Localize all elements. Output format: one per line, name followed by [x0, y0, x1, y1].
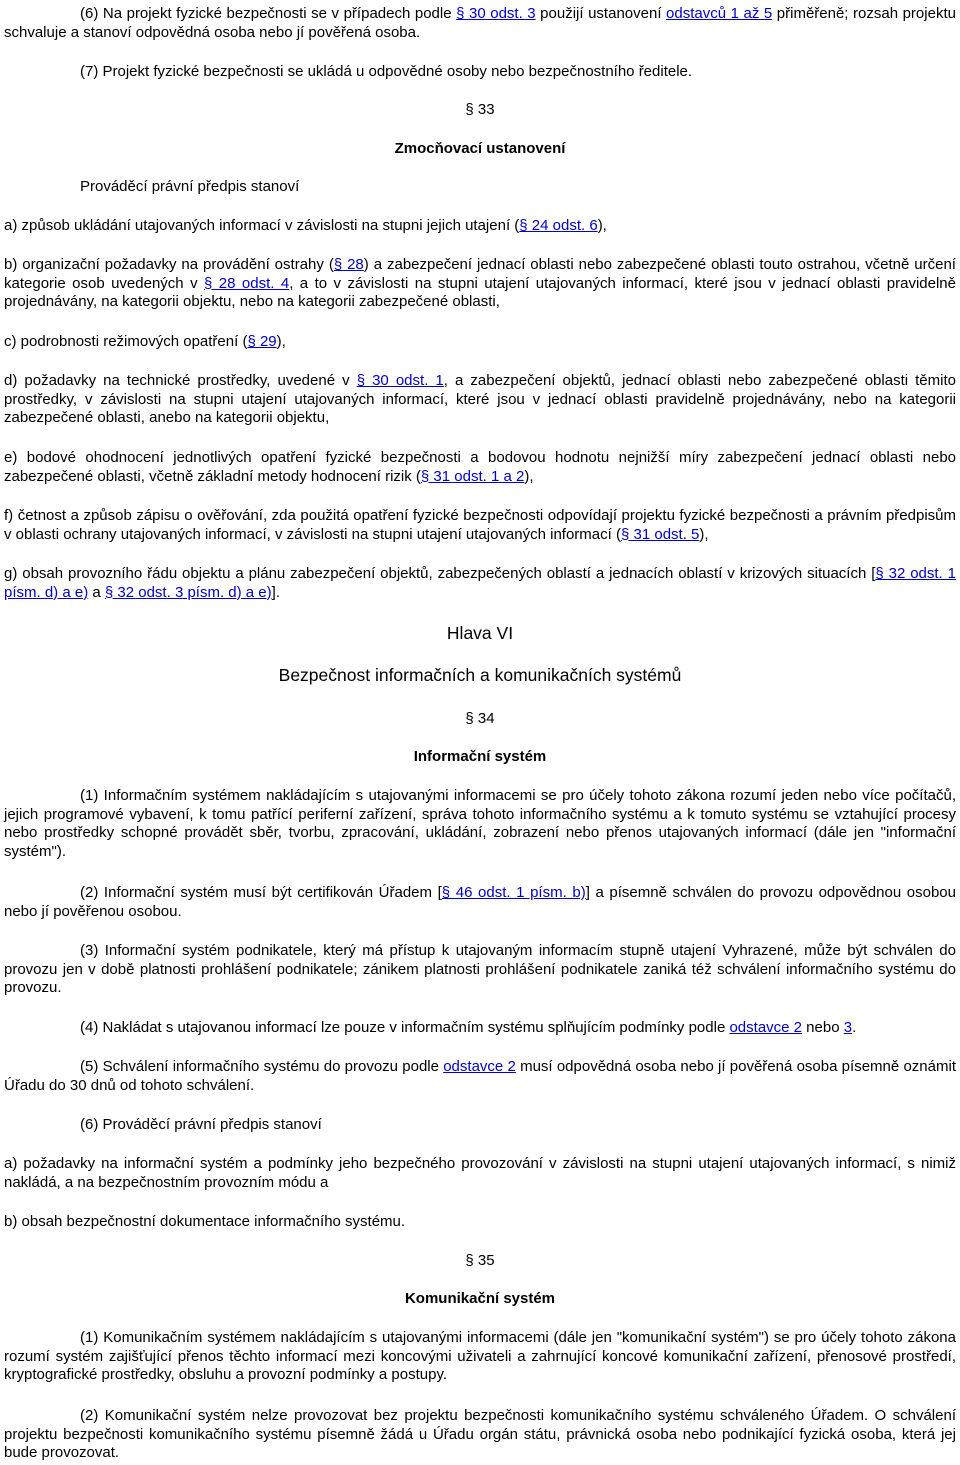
section-35-title: Komunikační systém [404, 1290, 556, 1307]
hlava-title: Bezpečnost informačních a komunikačních systémů [278, 665, 682, 685]
s35-paragraph-1: (1) Komunikačním systémem nakládajícím s utajovanými informacemi (dále jen "komunikační systém") se pro účely tohoto zákona rozumí systém zajišťující přenos těchto informací mezi koncovými uživateli a zahrnující koncové komunikační zařízení, přenosové prostředí, kryptografické prostředky, obsluhu a provozní podmínky a postupy. [4, 1329, 956, 1383]
link-odstavce-2[interactable]: odstavce 2 [729, 1019, 803, 1036]
link-odstavcu-1-5[interactable]: odstavců 1 až 5 [666, 5, 773, 22]
link-odstavce-2b[interactable]: odstavce 2 [443, 1058, 516, 1075]
paragraph-7: (7) Projekt fyzické bezpečnosti se ukládá u odpovědné osoby nebo bezpečnostního ředitele. [80, 63, 693, 80]
link-24-6[interactable]: § 24 odst. 6 [519, 217, 598, 234]
s34-paragraph-2: (2) Informační systém musí být certifikován Úřadem [§ 46 odst. 1 písm. b)] a písemně schválen do provozu odpovědnou osobou nebo jí pověřenou osobou. [4, 884, 956, 920]
link-46-1-b[interactable]: § 46 odst. 1 písm. b) [441, 884, 586, 901]
link-32-1-de[interactable]: § 32 odst. 1 písm. d) a e) [4, 565, 956, 601]
s34-paragraph-4: (4) Nakládat s utajovanou informací lze pouze v informačním systému splňujícím podmínky podle odstavce 2 nebo 3. [80, 1019, 857, 1036]
item-b: b) organizační požadavky na provádění ostrahy (§ 28) a zabezpečení jednací oblasti nebo zabezpečené oblasti touto ostrahou, včetně určení kategorie osob uvedených v § 28 odst. 4, a to v závislosti na stupni utajení utajovaných informací, které jsou v jednací oblasti pravidelně projednávány, na kategorii objektu, nebo na kategorii zabezpečené oblasti, [4, 256, 956, 310]
s34-item-b: b) obsah bezpečnostní dokumentace informačního systému. [4, 1213, 406, 1230]
link-30-1[interactable]: § 30 odst. 1 [356, 372, 444, 389]
s35-paragraph-2: (2) Komunikační systém nelze provozovat bez projektu bezpečnosti komunikačního systému schváleného Úřadem. O schválení projektu bezpečnosti komunikačního systému písemně žádá u Úřadu orgán státu, právnická osoba nebo podnikající fyzická osoba, která jej bude provozovat. [4, 1407, 956, 1461]
section-33-title: Zmocňovací ustanovení [394, 140, 566, 157]
section-33-number: § 33 [465, 101, 495, 118]
s34-paragraph-3: (3) Informační systém podnikatele, který má přístup k utajovaným informacím stupně utajení Vyhrazené, může být schválen do provozu jen v době platnosti prohlášení podnikatele; zánikem platnosti prohlášení podnikatele zaniká též schválení informačního systému do provozu. [4, 942, 956, 996]
item-c: c) podrobnosti režimových opatření (§ 29), [4, 333, 286, 350]
link-32-3-de[interactable]: § 32 odst. 3 písm. d) a e) [104, 583, 272, 601]
s34-paragraph-6: (6) Prováděcí právní předpis stanoví [80, 1116, 322, 1133]
intro-prováděcí: Prováděcí právní předpis stanoví [80, 178, 300, 195]
s34-paragraph-1: (1) Informačním systémem nakládajícím s utajovanými informacemi se pro účely tohoto zákona rozumí jeden nebo více počítačů, jejich programové vybavení, k tomu patřící periferní zařízení, správa tohoto informačního systému a k tomuto systému se vztahující procesy nebo prostředky schopné provádět sběr, tvorbu, zpracování, ukládání, zobrazení nebo přenos utajovaných informací (dále jen "informační systém"). [4, 787, 956, 860]
item-g: g) obsah provozního řádu objektu a plánu zabezpečení objektů, zabezpečených oblastí a jednacích oblastí v krizových situacích [§ 32 odst. 1 písm. d) a e) a § 32 odst. 3 písm. d) a e)]. [4, 565, 956, 601]
s34-item-a: a) požadavky na informační systém a podmínky jeho bezpečného provozování v závislosti na stupni utajení utajovaných informací, s nimiž nakládá, a na bezpečnostním provozním módu a [4, 1155, 956, 1191]
item-e: e) bodové ohodnocení jednotlivých opatření fyzické bezpečnosti a bodovou hodnotu nejnižší míry zabezpečení jednací oblasti nebo zabezpečené oblasti, včetně základní metody hodnocení rizik (§ 31 odst. 1 a 2), [4, 449, 956, 485]
paragraph-6: (6) Na projekt fyzické bezpečnosti se v případech podle § 30 odst. 3 použijí ustanovení odstavců 1 až 5 přiměřeně; rozsah projektu schvaluje a stanoví odpovědná osoba nebo jí pověřená osoba. [4, 5, 956, 41]
item-d: d) požadavky na technické prostředky, uvedené v § 30 odst. 1, a zabezpečení objektů, jednací oblasti nebo zabezpečené oblasti těmito prostředky, v závislosti na stupni utajení utajovaných informací, které jsou v jednací oblasti pravidelně projednávány, nebo na kategorii zabezpečené oblasti, anebo na kategorii objektu, [4, 372, 956, 426]
link-odstavce-3[interactable]: 3 [843, 1019, 853, 1036]
s34-paragraph-5: (5) Schválení informačního systému do provozu podle odstavce 2 musí odpovědná osoba nebo jí pověřená osoba písemně oznámit Úřadu do 30 dnů od tohoto schválení. [4, 1058, 956, 1094]
section-34-number: § 34 [465, 710, 495, 727]
link-29[interactable]: § 29 [247, 333, 277, 350]
hlava-number: Hlava VI [446, 623, 514, 643]
item-a: a) způsob ukládání utajovaných informací v závislosti na stupni jejich utajení (§ 24 odst. 6), [4, 217, 607, 234]
item-f: f) četnost a způsob zápisu o ověřování, zda použitá opatření fyzické bezpečnosti odpovídají projektu fyzické bezpečnosti a právním předpisům v oblasti ochrany utajovaných informací, v závislosti na stupni utajení utajovaných informací (§ 31 odst. 5), [4, 507, 956, 543]
section-35-number: § 35 [465, 1252, 495, 1269]
link-28-4[interactable]: § 28 odst. 4 [204, 274, 290, 292]
link-31-5[interactable]: § 31 odst. 5 [620, 525, 700, 543]
link-31-1-2[interactable]: § 31 odst. 1 a 2 [420, 467, 525, 485]
section-34-title: Informační systém [413, 748, 547, 765]
link-28[interactable]: § 28 [333, 256, 364, 273]
link-30-3[interactable]: § 30 odst. 3 [456, 5, 536, 22]
